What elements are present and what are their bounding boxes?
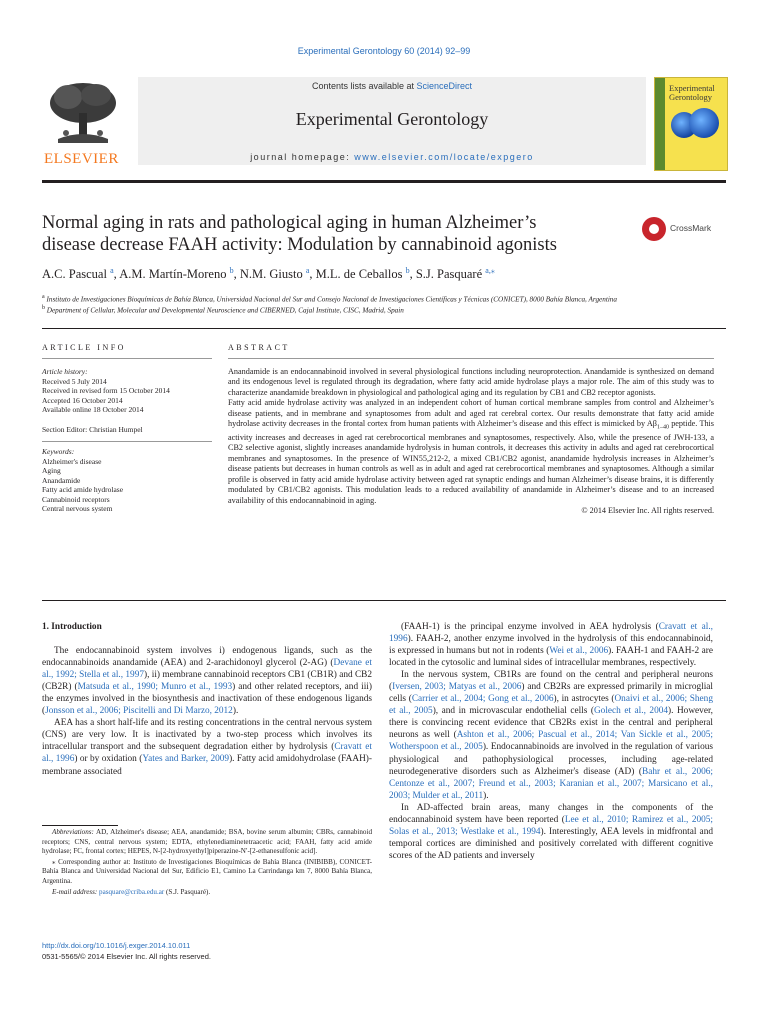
citation-link[interactable]: Matsuda et al., 1990; Munro et al., 1993: [77, 682, 233, 693]
author[interactable]: M.L. de Ceballos $^b$: [315, 266, 410, 282]
body-text: ).: [483, 790, 489, 801]
title-line1: Normal aging in rats and pathological aging in human Alzheimer’s: [42, 213, 537, 233]
tree-icon: [48, 79, 118, 145]
crossmark-label: CrossMark: [670, 223, 712, 233]
history-item: Accepted 16 October 2014: [42, 395, 123, 405]
keywords-label: Keywords:: [42, 447, 75, 456]
abstract-rule: [228, 358, 714, 359]
abbreviations-footnote: Abbreviations: AD, Alzheimer's disease; AEA, anandamide; BSA, bovine serum albumin; CBRs, cannabinoid receptors; CNS, central nervous system; EDTA, ethylenediaminetetraacetic acid; FAAH, fatty acid amide hydrolase; FC, frontal cortex; HEPES, N-[2-hydroxyethyl]piperazine-N′-[2-ethanesulfonic acid].: [42, 828, 372, 856]
body-text: ). FAAH-2, another enzyme involved in the hydrolysis of this endocannabinoid, is expressed in humans but not in rodents (: [389, 634, 713, 657]
citation-link[interactable]: Bahr et al., 2006; Centonze et al., 2007; Freund et al., 2003; Karanian et al., 2007; Marsicano et al., 2003; Mulder et al., 2011: [389, 766, 713, 801]
affiliation-b: $^b$ Department of Cellular, Molecular and Developmental Neuroscience and CIBERNED, Cajal Institute, CISC, Madrid, Spain: [42, 305, 404, 315]
author[interactable]: A.M. Martín-Moreno $^b$: [119, 266, 234, 282]
footnotes: [42, 828, 372, 898]
body-text: ), ii) membrane cannabinoid receptors CB1 (CB1R) and CB2 (CB2R) (: [42, 670, 372, 693]
body-paragraph: [389, 669, 713, 802]
author[interactable]: S.J. Pasquaré $^{a,⁎}$: [415, 266, 495, 282]
email-footnote: E-mail address: pasquare@criba.edu.ar (S.J. Pasquaré).: [52, 887, 211, 896]
corresponding-footnote: ⁎ Corresponding author at: Instituto de Investigaciones Bioquímicas de Bahía Blanca (INIBIBB), CONICET-Bahía Blanca and Universidad Nacional del Sur, Edificio E1, Camino La Carrindanga km 7, 8000 Bahía Blanca, Argentina.: [42, 857, 372, 885]
history-item: Available online 18 October 2014: [42, 405, 144, 414]
crossmark-button[interactable]: [642, 217, 724, 243]
elsevier-logo[interactable]: [42, 77, 122, 169]
affiliation-a: $^a$ Instituto de Investigaciones Bioquímicas de Bahía Blanca, Universidad Nacional del Sur and Consejo Nacional de Investigaciones Científicas y Técnicas (CONICET), 8000 Bahía Blanca, Argentina: [42, 294, 617, 304]
body-text: ). However, there is convincing recent evidence that CB2Rs exist in the central and peripheral neurons as well (: [389, 706, 713, 741]
header-rule: [42, 180, 726, 183]
author[interactable]: N.M. Giusto $^a$: [239, 266, 310, 282]
section-heading: 1. Introduction: [42, 622, 102, 632]
info-rule: [42, 358, 212, 359]
citation-link[interactable]: Jonsson et al., 2006; Piscitelli and Di Marzo, 2012: [45, 706, 233, 717]
history-item: Received in revised form 15 October 2014: [42, 386, 170, 395]
contents-prefix: Contents lists available at: [311, 81, 417, 91]
cover-stripe: [655, 78, 665, 170]
citation-link[interactable]: Golech et al., 2004: [593, 706, 669, 717]
body-text: ), and in microvascular endothelial cells (: [432, 706, 594, 717]
body-text: ) and CB2Rs are expressed primarily in microglial cells (: [389, 682, 713, 705]
body-text: (FAAH-1) is the principal enzyme involved in AEA hydrolysis (: [401, 622, 659, 632]
body-text: In AD-affected brain areas, many changes in the components of the endocannabinoid system have been reported (: [389, 802, 713, 825]
journal-banner: [138, 77, 646, 165]
author-list: A.C. Pascual $^a$, A.M. Martín-Moreno $^b$, N.M. Giusto $^a$, M.L. de Ceballos $^b$, S.J. Pasquaré $^{a,⁎}$: [42, 266, 495, 282]
email-link[interactable]: pasquare@criba.edu.ar: [99, 887, 165, 896]
body-text: ).: [232, 706, 239, 717]
author[interactable]: A.C. Pascual $^a$: [42, 266, 114, 282]
body-text: The endocannabinoid system involves i) endogenous ligands, such as the endocannabinoids anandamide (AEA) and 2-arachidonoyl glycerol (2-AG) (: [42, 646, 372, 669]
body-text: ) and other related receptors, and iii) the enzymes involved in the biosynthesis and inactivation of these endogenous ligands (: [42, 682, 372, 717]
homepage-prefix: journal homepage:: [250, 152, 355, 162]
abstract-heading: ABSTRACT: [228, 343, 290, 352]
left-paragraphs: [42, 645, 372, 778]
keyword: Cannabinoid receptors: [42, 494, 110, 504]
body-text: ). Interestingly, AEA levels in midfrontal and temporal cortices are diminished and positively correlated with different cognitive scores of the AD patients and inversely: [389, 826, 713, 861]
cover-title-line2: Gerontology: [669, 92, 712, 102]
body-text: ) or by oxidation (: [74, 754, 143, 765]
body-text: ). FAAH-1 and FAAH-2 are located in the cytosolic and luminal sides of intracellular membranes, respectively.: [389, 646, 713, 669]
right-paragraphs: [389, 621, 713, 862]
doi-link[interactable]: http://dx.doi.org/10.1016/j.exger.2014.10.011: [42, 941, 191, 950]
citation-link[interactable]: Wei et al., 2006: [549, 646, 609, 657]
cover-title: [669, 84, 715, 102]
body-text: ). Fatty acid amidohydrolase (FAAH)-membrane associated: [42, 754, 372, 777]
cover-image-icon: [689, 108, 719, 138]
crossmark-icon: [642, 217, 666, 241]
body-paragraph: [42, 645, 372, 717]
body-paragraph: [389, 621, 713, 669]
article-info-heading: ARTICLE INFO: [42, 343, 126, 352]
journal-homepage: [138, 152, 646, 162]
body-paragraph: [389, 802, 713, 862]
keyword: Aging: [42, 466, 61, 475]
abstract-end-rule: [42, 600, 726, 601]
publisher-name: ELSEVIER: [44, 151, 119, 167]
keyword: Central nervous system: [42, 504, 113, 513]
sciencedirect-link[interactable]: ScienceDirect: [416, 81, 473, 91]
citation-link[interactable]: Iversen, 2003; Matyas et al., 2006: [392, 682, 522, 693]
body-text: AEA has a short half-life and its resting concentrations in the central nervous system (CNS) are very low. It is inactivated by a two-step process which involves its intracellular transport and the subsequent degradation either by hydrolysis (: [42, 718, 372, 753]
citation-link[interactable]: Onaivi et al., 2006; Sheng et al., 2005: [389, 694, 713, 717]
citation-link[interactable]: Ashton et al., 2006; Pascual et al., 2014; Van Sickle et al., 2005; Wotherspoon et al., 2005: [389, 730, 713, 753]
abstract-copyright: © 2014 Elsevier Inc. All rights reserved.: [581, 505, 714, 515]
keywords-rule: [42, 441, 212, 442]
journal-header: [42, 77, 726, 173]
doi-block: [42, 941, 211, 962]
body-text: ), in astrocytes (: [553, 694, 615, 705]
article-title: [42, 212, 632, 256]
keyword: Alzheimer's disease: [42, 456, 102, 466]
body-text: In the nervous system, CB1Rs are found on the central and peripheral neurons (: [389, 670, 713, 693]
affiliation-rule: [42, 328, 726, 329]
issn-line: 0531-5565/© 2014 Elsevier Inc. All rights reserved.: [42, 951, 211, 961]
journal-cover[interactable]: [654, 77, 728, 171]
keyword: Anandamide: [42, 475, 81, 485]
cover-title-line1: Experimental: [669, 83, 715, 93]
article-info: [42, 367, 212, 514]
abstract-paragraph: Fatty acid amide hydrolase activity was analyzed in an independent cohort of human cortical membrane samples from control and Alzheimer’s disease patients, and in membrane and synaptosomes from adult and aged rat cerebral cortex. Our results demonstrate that fatty acid amide hydrolase activity decreases in the frontal cortex from human patients with Alzheimer’s disease and this effect is mimicked by $A\beta_{1-40}$ peptide. This activity increases and decreases in aged rat cerebrocortical membranes and synaptosomes, respectively. Also, while the presence of JWH-133, a CB2 selective agonist, slightly increases anandamide hydrolysis in human controls, it decreases this activity in adults and aged rat cerebrocortical membranes and synaptosomes. In the presence of WIN55,212-2, a mixed CB1/CB2 agonist, anandamide hydrolysis increases in Alzheimer’s disease patients but decreases in human controls as well as in adult and aged rat cerebrocortical membranes and synaptosomes. Although a similar profile is observed in fatty acid amide hydrolase activity between aged rat synaptic endings and human Alzheimer’s disease brains, it is differently modulated by CB1/CB2 agonists. This modulation leads to a reduced availability of anandamide in Alzheimer’s disease and to an increased availability of this endocannabinoid in aging.: [228, 398, 714, 505]
citation-link[interactable]: Devane et al., 1992; Stella et al., 1997: [42, 658, 372, 681]
homepage-link[interactable]: www.elsevier.com/locate/expgero: [354, 152, 534, 162]
section-editor: Section Editor: Christian Humpel: [42, 424, 143, 434]
title-line2: disease decrease FAAH activity: Modulation by cannabinoid agonists: [42, 235, 557, 255]
body-left-column: [42, 621, 372, 778]
citation-link[interactable]: Yates and Barker, 2009: [142, 754, 230, 765]
abstract-paragraph: Anandamide is an endocannabinoid involved in several physiological functions including neuroprotection. Anandamide is synthesized on demand and its endogenous level is regulated through its degradation, where fatty acid amide hydrolase plays a major role. The aim of this study was to characterize anandamide breakdown in physiological and pathological aging and its regulation by CB1 and CB2 receptor agonists.: [228, 367, 714, 397]
history-label: Article history:: [42, 367, 88, 376]
citation-link[interactable]: Lee et al., 2010; Ramirez et al., 2005; Solas et al., 2013; Westlake et al., 1994: [389, 814, 713, 837]
abstract-body: [228, 367, 714, 516]
footnote-rule: [42, 825, 118, 826]
running-head[interactable]: Experimental Gerontology 60 (2014) 92–99: [297, 46, 471, 56]
journal-title: Experimental Gerontology: [295, 109, 489, 129]
body-paragraph: [42, 717, 372, 777]
keyword: Fatty acid amide hydrolase: [42, 485, 124, 494]
body-text: ). Endocannabinoids are involved in the regulation of various physiological and pathophysiological processes, including age-related neurodegenerative disorders such as Alzheimer's disease (AD) (: [389, 742, 713, 777]
citation-link[interactable]: Cravatt et al., 1996: [389, 622, 713, 645]
citation-link[interactable]: Carrier et al., 2004; Gong et al., 2006: [411, 694, 554, 705]
body-right-column: [389, 621, 713, 862]
contents-line: [138, 81, 646, 91]
history-item: Received 5 July 2014: [42, 376, 107, 386]
citation-link[interactable]: Cravatt et al., 1996: [42, 742, 372, 765]
